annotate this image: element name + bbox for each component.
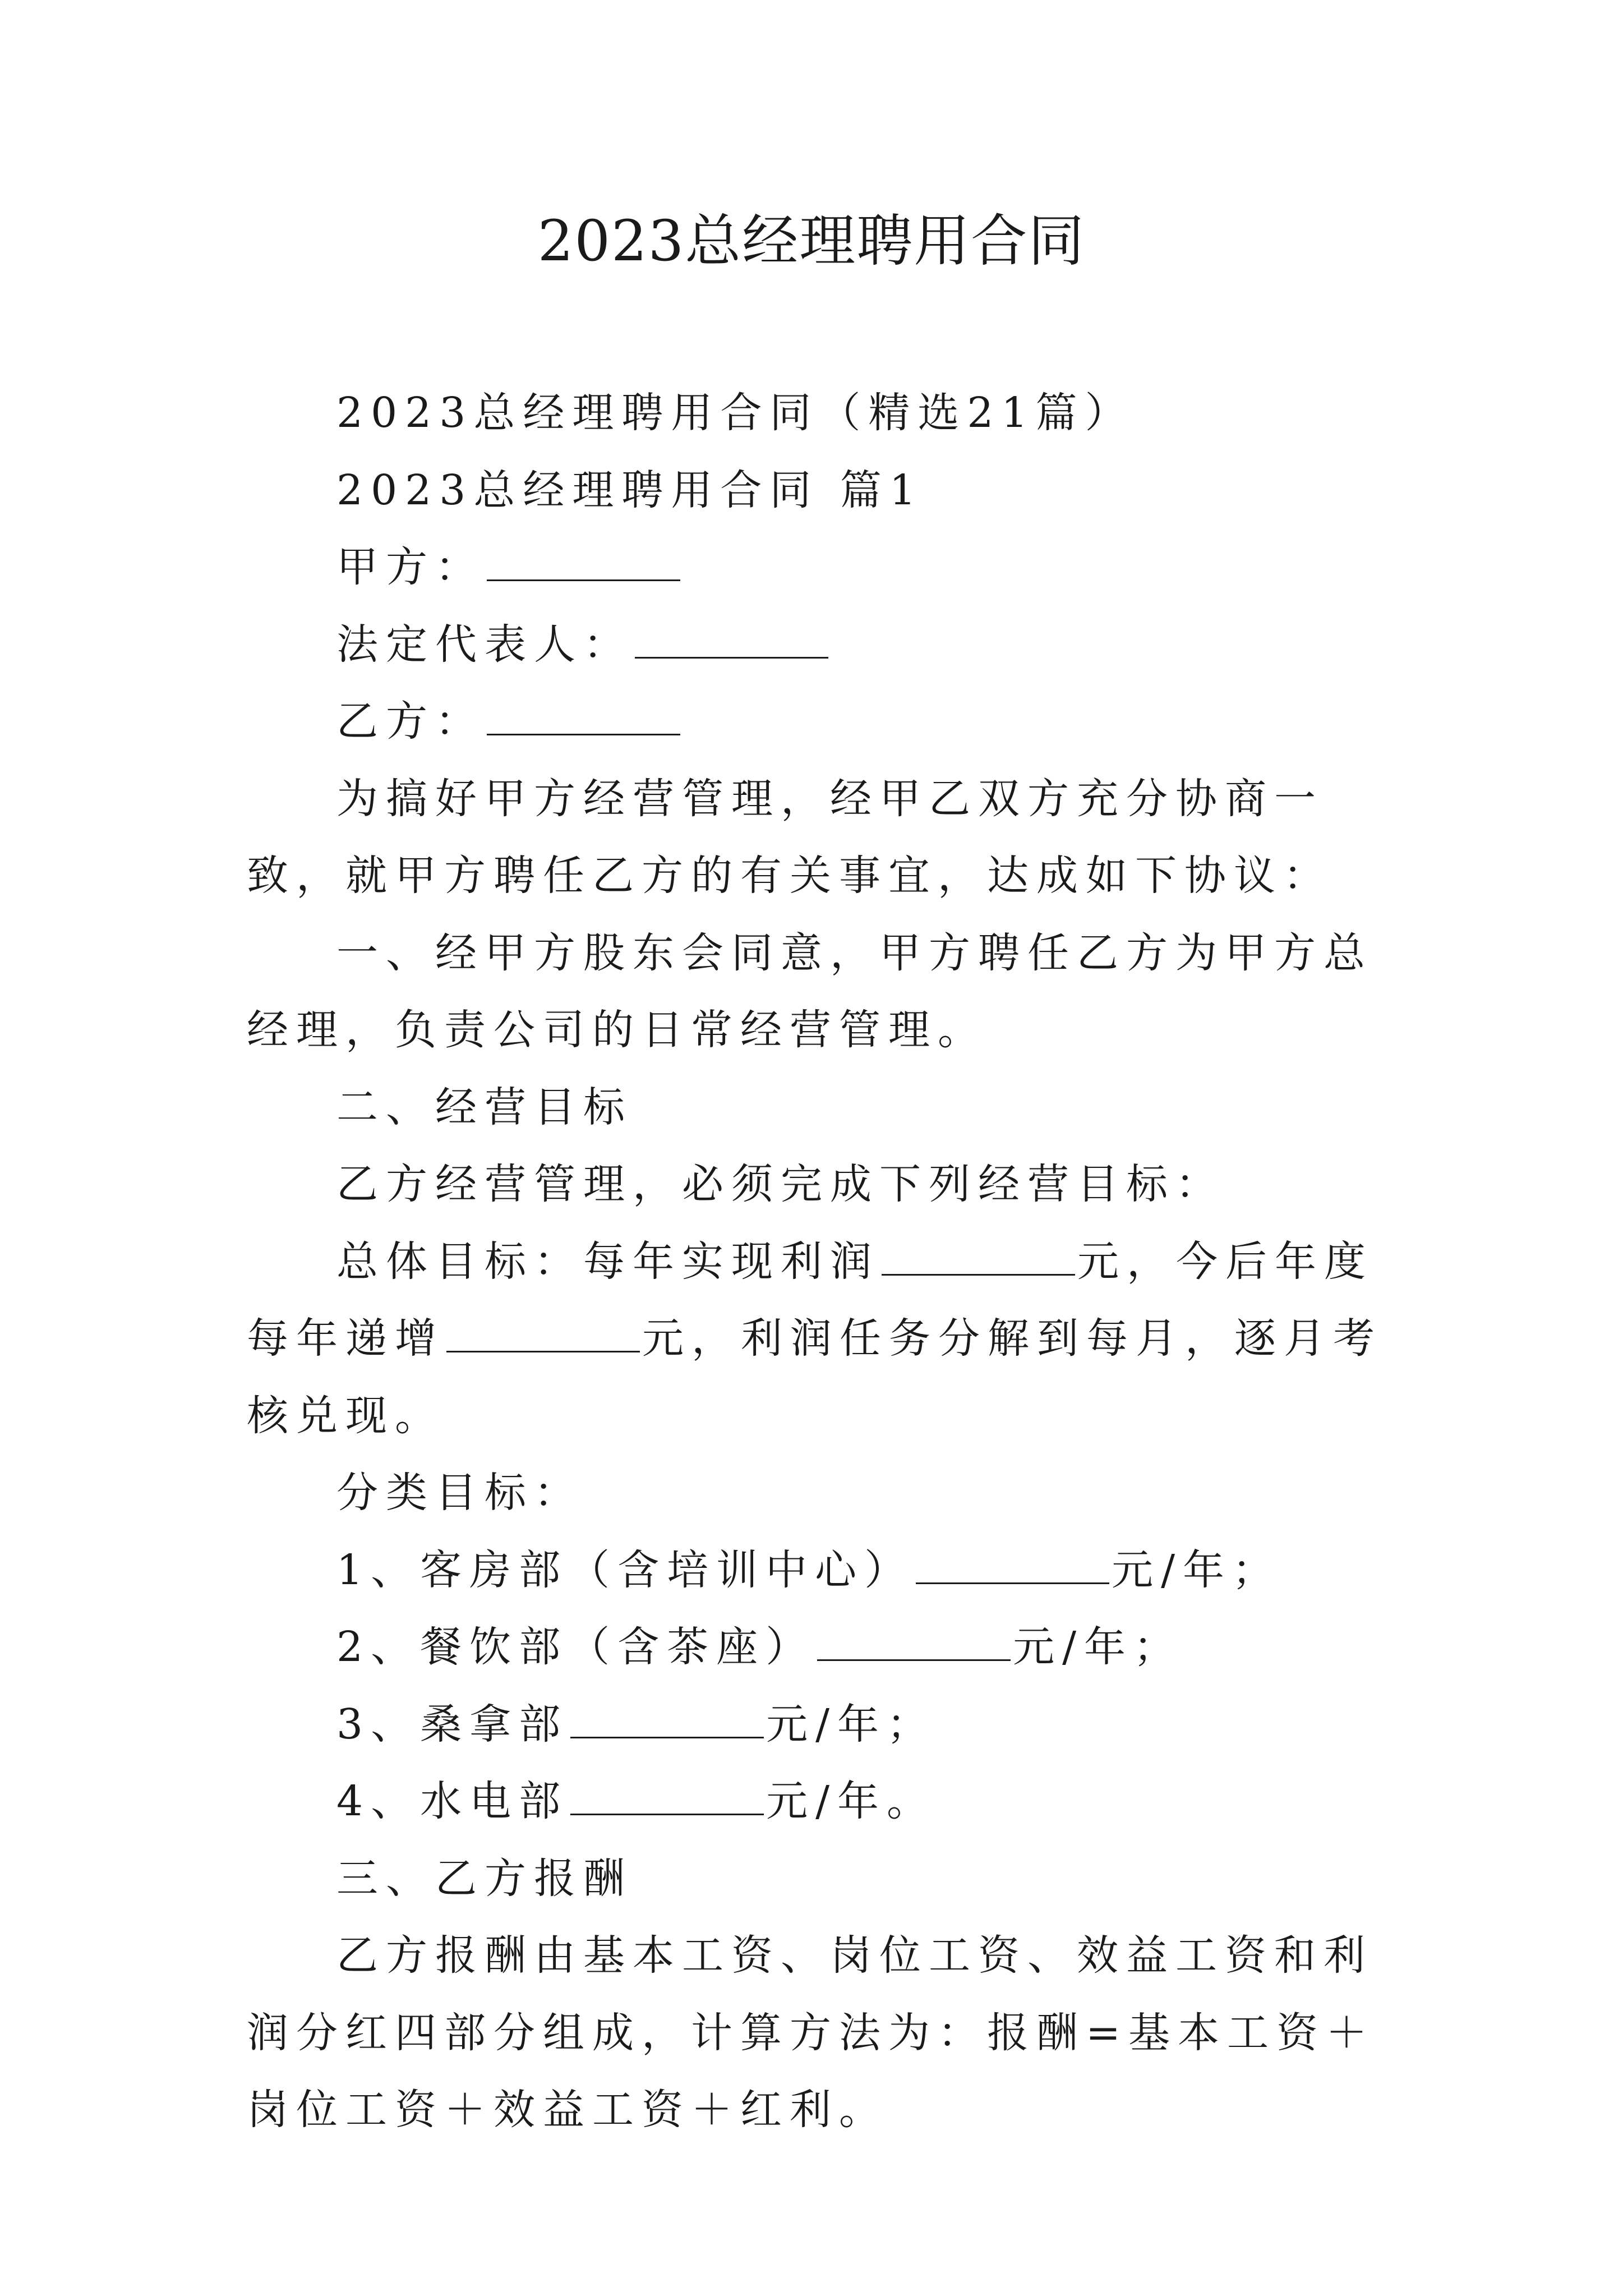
paragraph-overall-target: [247, 1223, 1391, 1455]
paragraph-subtitle: 2023总经理聘用合同（精选21篇）: [336, 389, 1135, 437]
overall-target-blank-2: [446, 1316, 640, 1352]
paragraph-clause-3-heading: 三、乙方报酬: [336, 1854, 633, 1903]
overall-target-text-b: 元，今后年度每年递增: [247, 1237, 1373, 1363]
party-b-line: [247, 683, 1391, 761]
target-item-sauna: [247, 1686, 1391, 1764]
paragraph-clause-1: 一、经甲方股东会同意，甲方聘任乙方为甲方总经理，负责公司的日常经营管理。: [247, 928, 1373, 1054]
overall-target-text-a: 总体目标：每年实现利润: [336, 1237, 879, 1286]
party-b-label: 乙方：: [336, 697, 485, 746]
document-body: [247, 375, 1391, 2149]
target-item-utilities-label: 4、水电部: [336, 1777, 569, 1825]
target-item-utilities-unit: 元/年。: [766, 1777, 937, 1825]
target-item-rooms-unit: 元/年；: [1112, 1545, 1282, 1594]
legal-rep-label: 法定代表人：: [336, 620, 633, 669]
paragraph-clause-3-body: 乙方报酬由基本工资、岗位工资、效益工资和利润分红四部分组成，计算方法为：报酬=基本工资＋岗位工资＋效益工资＋红利。: [247, 1931, 1376, 2134]
paragraph-clause-2-intro: 乙方经营管理，必须完成下列经营目标：: [336, 1160, 1225, 1208]
party-a-blank: [487, 545, 680, 581]
paragraph-category-targets: 分类目标：: [336, 1469, 583, 1517]
target-item-dining: [247, 1609, 1391, 1686]
document-title: 2023总经理聘用合同: [537, 208, 1086, 274]
target-item-sauna-label: 3、桑拿部: [336, 1700, 569, 1749]
target-item-dining-blank: [817, 1625, 1011, 1661]
paragraph-section-heading: 2023总经理聘用合同 篇1: [336, 466, 924, 514]
legal-rep-line: [247, 606, 1391, 684]
legal-rep-blank: [635, 622, 828, 659]
party-a-line: [247, 529, 1391, 606]
overall-target-text-c: 元，利润任务分解到每月，逐月考核兑现。: [247, 1314, 1382, 1440]
target-item-rooms-label: 1、客房部（含培训中心）: [336, 1545, 914, 1594]
target-item-rooms: [247, 1532, 1391, 1609]
paragraph-intro: 为搞好甲方经营管理，经甲乙双方充分协商一致，就甲方聘任乙方的有关事宜，达成如下协议：: [247, 774, 1332, 900]
target-item-utilities: [247, 1763, 1391, 1841]
target-item-rooms-blank: [916, 1548, 1109, 1584]
target-item-dining-unit: 元/年；: [1013, 1623, 1183, 1671]
party-b-blank: [487, 699, 680, 735]
target-item-utilities-blank: [570, 1779, 764, 1815]
party-a-label: 甲方：: [336, 543, 485, 591]
target-item-sauna-unit: 元/年；: [766, 1700, 937, 1749]
paragraph-clause-2-heading: 二、经营目标: [336, 1083, 633, 1131]
target-item-dining-label: 2、餐饮部（含茶座）: [336, 1623, 815, 1671]
overall-target-blank-1: [882, 1239, 1075, 1276]
target-item-sauna-blank: [570, 1702, 764, 1738]
